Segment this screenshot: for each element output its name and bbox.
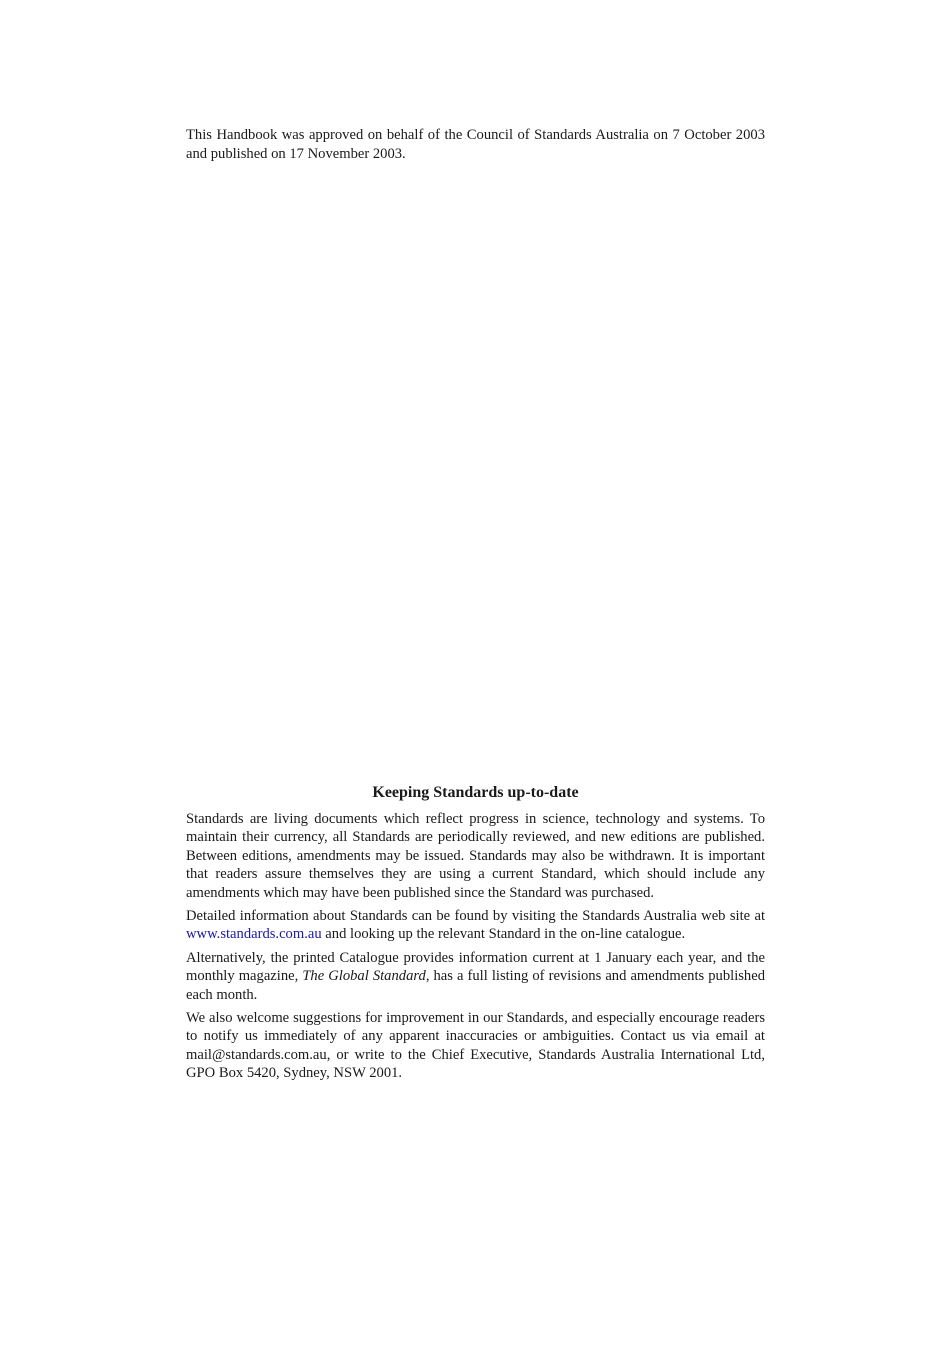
paragraph-suggestions: We also welcome suggestions for improvement in our Standards, and especially encourage readers to notify us immediately of any apparent inaccuracies or ambiguities. Contact us via email at mail@standards.com.au, or write to the Chief Executive, Standards Australia International Ltd, GPO Box 5420, Sydney, NSW 2001. (186, 1010, 765, 1082)
paragraph-web-site-text-before: Detailed information about Standards can be found by visiting the Standards Australia web site at (186, 908, 765, 925)
approval-note: This Handbook was approved on behalf of the Council of Standards Australia on 7 October 2003 and published on 17 November 2003. (186, 127, 765, 162)
section-heading: Keeping Standards up-to-date (372, 784, 579, 801)
paragraph-living-documents: Standards are living documents which reflect progress in science, technology and systems. To maintain their currency, all Standards are periodically reviewed, and new editions are published. Between editions, amendments may be issued. Standards may also be withdrawn. It is important that readers assure themselves they are using a current Standard, which should include any amendments which may have been published since the Standard was purchased. (186, 811, 765, 901)
paragraph-web-site-text-after: and looking up the relevant Standard in the on-line catalogue. (321, 926, 686, 943)
paragraph-catalogue-text-after: , has a full listing of revisions and amendments published each month. (186, 968, 765, 1003)
magazine-title: The Global Standard (302, 968, 426, 985)
paragraph-catalogue-text-before: Alternatively, the printed Catalogue provides information current at 1 January each year, and the monthly magazine, (186, 949, 765, 985)
standards-website-link[interactable]: www.standards.com.au (186, 926, 322, 943)
paragraph-web-site (186, 907, 765, 944)
paragraph-catalogue (186, 949, 765, 1004)
keeping-standards-section (186, 782, 765, 1088)
